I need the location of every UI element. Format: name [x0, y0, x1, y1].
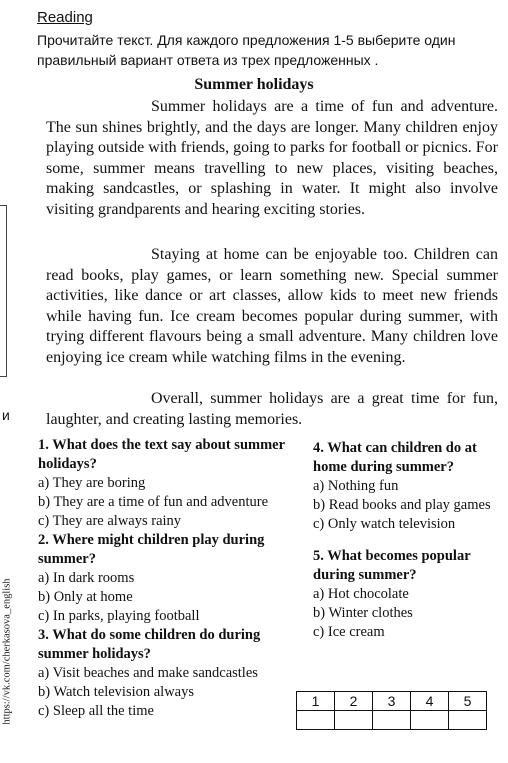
question-4 [313, 439, 493, 534]
question-1 [38, 436, 288, 531]
questions-left-column [38, 436, 288, 721]
margin-letter: и [2, 407, 10, 423]
answer-cell-4[interactable] [411, 711, 449, 730]
question-3 [38, 626, 288, 721]
answer-header-cell: 2 [335, 692, 373, 711]
section-heading: Reading [37, 9, 93, 26]
question-text: 5. What becomes popular during summer? [313, 548, 471, 583]
paragraph-3: Overall, summer holidays are a great time for fun, laughter, and creating lasting memories. [46, 390, 498, 428]
option: a) They are boring [38, 475, 146, 491]
option: c) Sleep all the time [38, 703, 154, 719]
answer-header-cell: 1 [297, 692, 335, 711]
questions-right-column [313, 439, 493, 642]
answer-input-row [297, 711, 487, 730]
answer-cell-2[interactable] [335, 711, 373, 730]
option: b) Only at home [38, 589, 133, 605]
answer-cell-1[interactable] [297, 711, 335, 730]
answer-header-cell: 3 [373, 692, 411, 711]
question-text: 1. What does the text say about summer holidays? [38, 437, 285, 472]
task-instruction: Прочитайте текст. Для каждого предложения 1-5 выберите один правильный вариант ответа из трех предложенных . [37, 32, 456, 68]
option: a) Nothing fun [313, 478, 399, 494]
question-text: 4. What can children do at home during summer? [313, 440, 477, 475]
option: a) In dark rooms [38, 570, 135, 586]
answer-cell-3[interactable] [373, 711, 411, 730]
option: b) Read books and play games [313, 497, 491, 513]
question-2 [38, 531, 288, 626]
option: c) In parks, playing football [38, 608, 200, 624]
question-text: 3. What do some children do during summer holidays? [38, 627, 261, 662]
answer-table [296, 691, 487, 730]
option: b) They are a time of fun and adventure [38, 494, 269, 510]
answer-header-cell: 5 [449, 692, 487, 711]
left-margin-bracket [0, 205, 7, 377]
option: c) Ice cream [313, 624, 385, 640]
option: a) Hot chocolate [313, 586, 409, 602]
answer-header-cell: 4 [411, 692, 449, 711]
text-title: Summer holidays [194, 76, 314, 93]
answer-header-row [297, 692, 487, 711]
option: b) Winter clothes [313, 605, 413, 621]
option: b) Watch television always [38, 684, 195, 700]
side-url: https://vk.com/cherkasova_english [1, 578, 13, 725]
paragraph-2: Staying at home can be enjoyable too. Children can read books, play games, or learn something new. Special summer activities, like dance or art classes, allow kids to meet new friends while having fun. Ice cream becomes popular during summer, with trying different flavours being a small adventure. Many children love enjoying ice cream while watching films in the evening. [46, 246, 498, 366]
question-text: 2. Where might children play during summer? [38, 532, 265, 567]
question-5 [313, 547, 493, 642]
paragraph-1: Summer holidays are a time of fun and adventure. The sun shines brightly, and the days are longer. Many children enjoy playing outside with friends, going to parks for football or picnics. For some, summer means travelling to new places, visiting beaches, making sandcastles, or splashing in water. It might also involve visiting grandparents and hearing exciting stories. [46, 98, 498, 218]
answer-cell-5[interactable] [449, 711, 487, 730]
option: c) They are always rainy [38, 513, 182, 529]
option: c) Only watch television [313, 516, 456, 532]
option: a) Visit beaches and make sandcastles [38, 665, 258, 681]
